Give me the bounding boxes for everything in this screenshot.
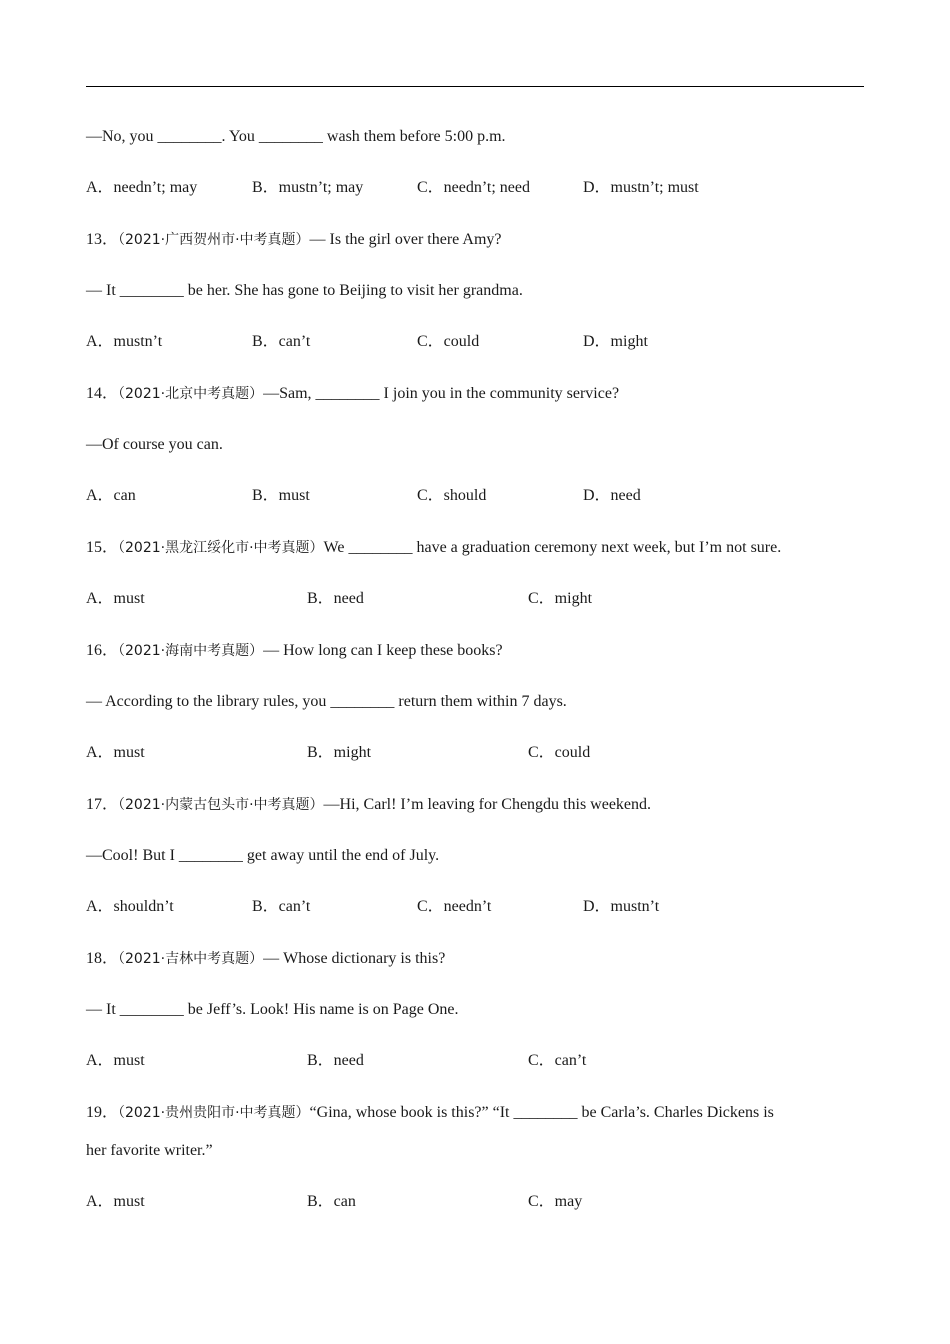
option-b[interactable]: B．can — [307, 1193, 356, 1210]
question-19-stem — [86, 1103, 774, 1123]
question-13-options — [86, 332, 864, 352]
question-16-line: — According to the library rules, you ________ return them within 7 days. — [86, 693, 567, 710]
option-b[interactable]: B．can’t — [252, 333, 311, 350]
option-d[interactable]: D．need — [583, 487, 641, 504]
question-17-line: —Cool! But I ________ get away until the end of July. — [86, 847, 440, 864]
question-source: （2021·海南中考真题） — [118, 643, 264, 659]
option-a[interactable]: A．can — [86, 487, 136, 504]
question-14-line: —Of course you can. — [86, 436, 223, 453]
question-source: （2021·黑龙江绥化市·中考真题） — [118, 540, 324, 556]
question-source: （2021·吉林中考真题） — [118, 951, 264, 967]
question-14-options — [86, 486, 864, 506]
question-text: —Hi, Carl! I’m leaving for Chengdu this weekend. — [323, 796, 652, 813]
question-18-options — [86, 1051, 864, 1071]
option-b[interactable]: B．mustn’t; may — [252, 179, 364, 196]
header-rule — [86, 86, 864, 87]
option-a[interactable]: A．must — [86, 1193, 145, 1210]
question-text: — Is the girl over there Amy? — [309, 231, 502, 248]
question-text: —Sam, ________ I join you in the community service? — [263, 385, 620, 402]
question-number: 15． — [86, 539, 119, 556]
question-15-stem — [86, 538, 781, 558]
option-c[interactable]: C．might — [528, 590, 593, 607]
question-text: — How long can I keep these books? — [263, 642, 503, 659]
question-18-stem — [86, 949, 445, 969]
option-d[interactable]: D．mustn’t; must — [583, 179, 699, 196]
question-19-options — [86, 1192, 864, 1212]
option-c[interactable]: C．can’t — [528, 1052, 587, 1069]
option-a[interactable]: A．needn’t; may — [86, 179, 198, 196]
question-number: 19． — [86, 1104, 119, 1121]
question-14-stem — [86, 384, 619, 404]
option-b[interactable]: B．can’t — [252, 898, 311, 915]
option-a[interactable]: A．shouldn’t — [86, 898, 174, 915]
option-b[interactable]: B．need — [307, 1052, 364, 1069]
option-a[interactable]: A．mustn’t — [86, 333, 163, 350]
option-c[interactable]: C．could — [528, 744, 591, 761]
question-16-options — [86, 743, 864, 763]
question-13-line: — It ________ be her. She has gone to Beijing to visit her grandma. — [86, 282, 523, 299]
question-16-stem — [86, 641, 503, 661]
option-b[interactable]: B．must — [252, 487, 310, 504]
option-a[interactable]: A．must — [86, 1052, 145, 1069]
option-c[interactable]: C．needn’t; need — [417, 179, 531, 196]
option-c[interactable]: C．may — [528, 1193, 583, 1210]
question-number: 16． — [86, 642, 119, 659]
option-d[interactable]: D．mustn’t — [583, 898, 660, 915]
option-b[interactable]: B．need — [307, 590, 364, 607]
question-number: 13． — [86, 231, 119, 248]
option-a[interactable]: A．must — [86, 590, 145, 607]
question-17-stem — [86, 795, 651, 815]
question-text: “Gina, whose book is this?” “It ________ be Carla’s. Charles Dickens is — [309, 1104, 774, 1121]
option-c[interactable]: C．could — [417, 333, 480, 350]
question-number: 18． — [86, 950, 119, 967]
question-19-line: her favorite writer.” — [86, 1142, 213, 1159]
question-text: We ________ have a graduation ceremony next week, but I’m not sure. — [323, 539, 782, 556]
question-12-options — [86, 178, 864, 198]
option-b[interactable]: B．might — [307, 744, 372, 761]
option-c[interactable]: C．needn’t — [417, 898, 492, 915]
question-12-line: —No, you ________. You ________ wash them before 5:00 p.m. — [86, 128, 506, 145]
question-source: （2021·北京中考真题） — [118, 386, 264, 402]
question-13-stem — [86, 230, 502, 250]
question-18-line: — It ________ be Jeff’s. Look! His name is on Page One. — [86, 1001, 459, 1018]
question-source: （2021·内蒙古包头市·中考真题） — [118, 797, 324, 813]
question-text: — Whose dictionary is this? — [263, 950, 446, 967]
question-17-options — [86, 897, 864, 917]
option-d[interactable]: D．might — [583, 333, 648, 350]
question-number: 17． — [86, 796, 119, 813]
question-source: （2021·广西贺州市·中考真题） — [118, 232, 310, 248]
question-number: 14． — [86, 385, 119, 402]
option-c[interactable]: C．should — [417, 487, 487, 504]
option-a[interactable]: A．must — [86, 744, 145, 761]
question-source: （2021·贵州贵阳市·中考真题） — [118, 1105, 310, 1121]
question-15-options — [86, 589, 864, 609]
